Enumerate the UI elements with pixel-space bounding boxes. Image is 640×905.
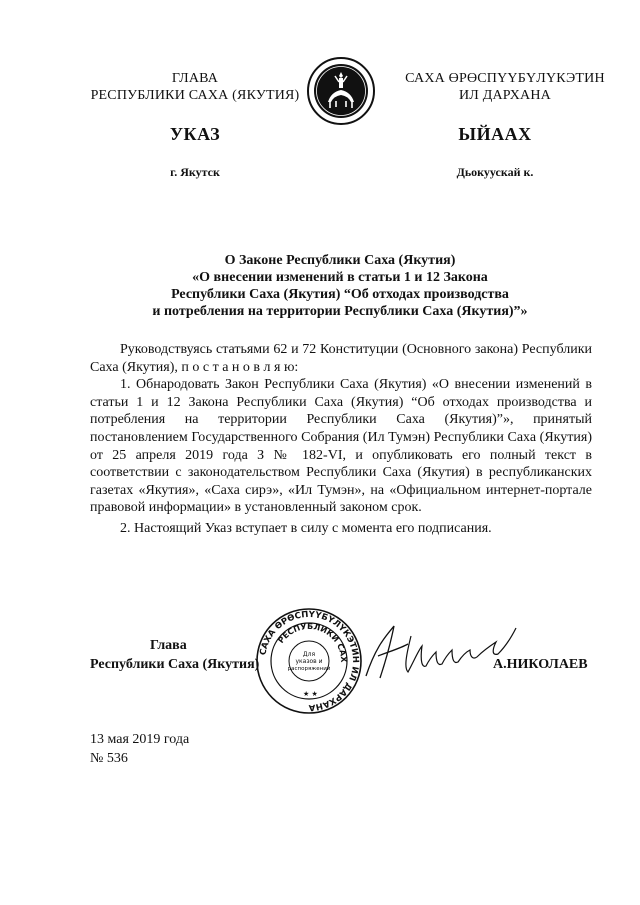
coat-of-arms-emblem [306, 56, 376, 126]
seal-star-icon: ★ ★ [303, 690, 318, 698]
signature-title-line1: Глава [150, 638, 187, 653]
seal-center-line2: указов и [295, 658, 323, 665]
city-left: г. Якутск [170, 165, 220, 179]
header-right-line1: САХА ӨРӨСПҮҮБҮЛҮКЭТИН [405, 71, 605, 86]
header-right [380, 70, 630, 104]
preamble-paragraph: Руководствуясь статьями 62 и 72 Конституции (Основного закона) Республики Саха (Якутия), п о с т а н о в л я ю: [90, 342, 592, 375]
document-title [90, 252, 590, 320]
seal-center-line1: Для [302, 651, 316, 658]
seal-outer-text: САХА ӨРӨСПҮҮБҮЛҮКЭТИН ИЛ ДАРХАНА [258, 609, 361, 713]
title-line4: и потребления на территории Республики Саха (Якутия)”» [152, 304, 528, 319]
title-line3: Республики Саха (Якутия) “Об отходах производства [171, 287, 509, 302]
document-number: № 536 [90, 751, 128, 766]
seal-center-line3: распоряжений [287, 666, 331, 672]
header-left-line2: РЕСПУБЛИКИ САХА (ЯКУТИЯ) [90, 88, 300, 103]
signatory-name: А.НИКОЛАЕВ [493, 657, 588, 672]
document-body [90, 341, 592, 538]
seal-inner-text: РЕСПУБЛИКИ САХ [276, 621, 349, 663]
item-1-paragraph: 1. Обнародовать Закон Республики Саха (Якутия) «О внесении изменений в статьи 1 и 12 Закона Республики Саха (Якутия) “Об отходах производства и потребления на территории Республики Саха (Якутия)”», принятый постановлением Государственного Собрания (Ил Тумэн) Республики Саха (Якутия) от 25 апреля 2019 года З № 182-VI, и опубликовать его полный текст в соответствии с законодательством Республики Саха (Якутия) в республиканских газетах «Якутия», «Саха сирэ», «Ил Тумэн», на «Официальном интернет-портале правовой информации» в установленный законом срок. [90, 377, 592, 516]
signature-title-line2: Республики Саха (Якутия) [90, 657, 260, 672]
doc-type-left: УКАЗ [169, 124, 221, 144]
official-seal-stamp [254, 606, 364, 716]
handwritten-signature [356, 606, 526, 686]
item-2-paragraph: 2. Настоящий Указ вступает в силу с момента его подписания. [120, 520, 492, 536]
header-right-line2: ИЛ ДАРХАНА [458, 88, 551, 103]
city-right: Дьокуускай к. [456, 165, 534, 179]
document-date: 13 мая 2019 года [90, 732, 190, 747]
title-line2: «О внесении изменений в статьи 1 и 12 Закона [192, 270, 488, 285]
header-left-line1: ГЛАВА [171, 71, 219, 86]
title-line1: О Законе Республики Саха (Якутия) [224, 253, 456, 268]
header-left [80, 70, 310, 104]
doc-type-right: ЫЙААХ [458, 124, 532, 144]
